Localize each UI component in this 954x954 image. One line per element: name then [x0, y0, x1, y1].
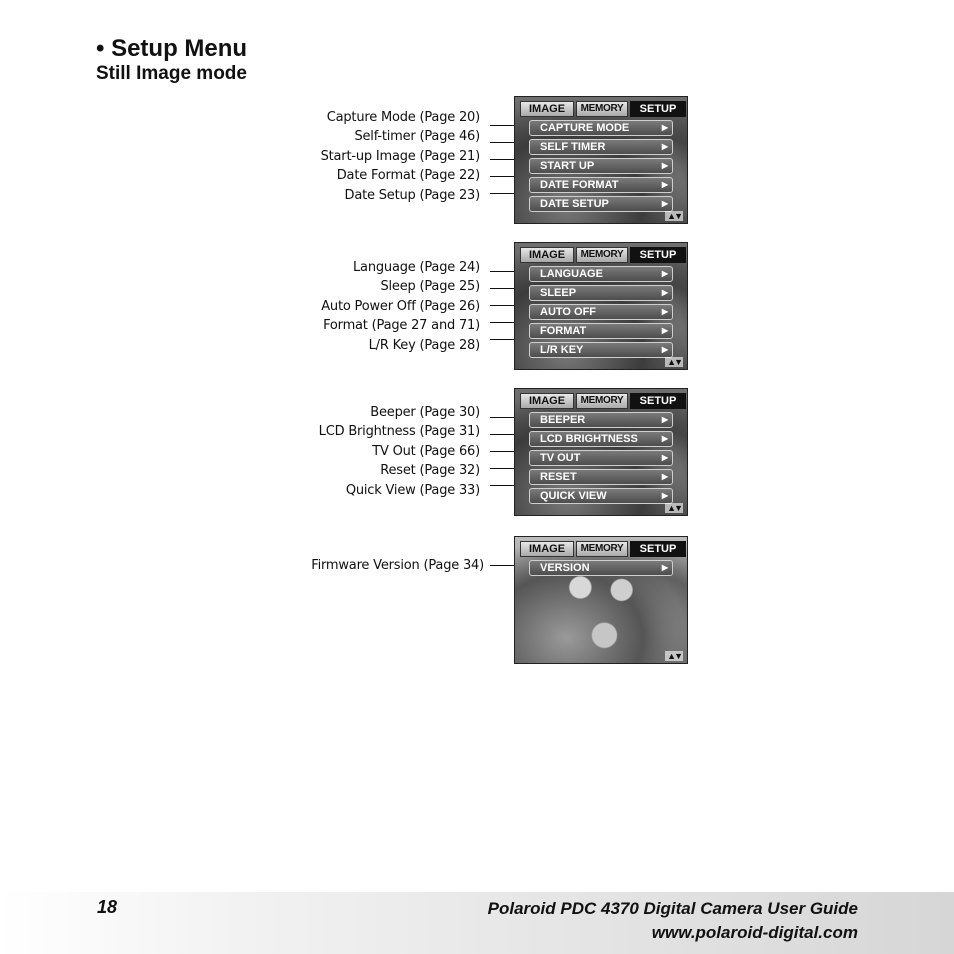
right-arrow-icon: ▶ — [661, 288, 668, 297]
right-arrow-icon: ▶ — [661, 142, 668, 151]
callout-label: Quick View (Page 33) — [345, 483, 480, 498]
page-number: 18 — [97, 897, 118, 917]
menu-item-quick-view — [529, 488, 673, 504]
menu-item-date-format — [529, 177, 673, 193]
right-arrow-icon: ▶ — [661, 434, 668, 443]
menu-tabs — [520, 393, 688, 408]
right-arrow-icon: ▶ — [661, 307, 668, 316]
tab-memory: MEMORY — [576, 541, 628, 557]
right-arrow-icon: ▶ — [661, 491, 668, 500]
menu-item-tv-out — [529, 450, 673, 466]
camera-lcd-screen — [514, 536, 688, 664]
menu-tabs — [520, 247, 688, 262]
tab-image: IMAGE — [520, 393, 574, 409]
menu-item-label: L/R KEY — [540, 344, 584, 356]
scroll-arrows-icon: ▲▼ — [667, 651, 681, 661]
right-arrow-icon: ▶ — [661, 180, 668, 189]
menu-item-label: DATE SETUP — [540, 198, 609, 210]
menu-item-format — [529, 323, 673, 339]
callout-label: Language (Page 24) — [353, 260, 480, 275]
tab-setup: SETUP — [630, 101, 686, 117]
tab-image: IMAGE — [520, 247, 574, 263]
menu-item-label: TV OUT — [540, 452, 581, 464]
scroll-arrows-icon: ▲▼ — [667, 503, 681, 513]
callout-label: Sleep (Page 25) — [380, 279, 480, 294]
menu-item-label: LCD BRIGHTNESS — [540, 433, 638, 445]
right-arrow-icon: ▶ — [661, 123, 668, 132]
menu-item-label: FORMAT — [540, 325, 587, 337]
menu-item-label: SELF TIMER — [540, 141, 606, 153]
guide-title: Polaroid PDC 4370 Digital Camera User Guide — [487, 899, 858, 918]
menu-item-label: VERSION — [540, 562, 590, 574]
menu-items — [529, 409, 673, 504]
menu-item-language — [529, 266, 673, 282]
menu-item-label: QUICK VIEW — [540, 490, 607, 502]
scroll-arrows-icon: ▲▼ — [667, 211, 681, 221]
camera-lcd-screen — [514, 96, 688, 224]
menu-item-label: SLEEP — [540, 287, 577, 299]
callout-label: TV Out (Page 66) — [372, 444, 480, 459]
menu-item-lcd-brightness — [529, 431, 673, 447]
menu-item-label: CAPTURE MODE — [540, 122, 630, 134]
menu-item-label: AUTO OFF — [540, 306, 597, 318]
tab-memory: MEMORY — [576, 101, 628, 117]
right-arrow-icon: ▶ — [661, 563, 668, 572]
tab-memory: MEMORY — [576, 247, 628, 263]
menu-item-capture-mode — [529, 120, 673, 136]
menu-items — [529, 263, 673, 358]
menu-item-date-setup — [529, 196, 673, 212]
menu-item-self-timer — [529, 139, 673, 155]
callout-label: Firmware Version (Page 34) — [311, 558, 484, 573]
callout-label: Start-up Image (Page 21) — [320, 149, 480, 164]
tab-setup: SETUP — [630, 247, 686, 263]
camera-lcd-screen — [514, 242, 688, 370]
callout-label: Beeper (Page 30) — [370, 405, 480, 420]
menu-item-label: START UP — [540, 160, 595, 172]
menu-item-beeper — [529, 412, 673, 428]
callout-label: Date Setup (Page 23) — [344, 188, 480, 203]
right-arrow-icon: ▶ — [661, 472, 668, 481]
callout-label: Self-timer (Page 46) — [354, 129, 480, 144]
menu-item-start-up — [529, 158, 673, 174]
section-subtitle: Still Image mode — [96, 63, 247, 84]
menu-items — [529, 117, 673, 212]
menu-tabs — [520, 541, 688, 556]
scroll-arrows-icon: ▲▼ — [667, 357, 681, 367]
callout-label: L/R Key (Page 28) — [368, 338, 480, 353]
callout-label: Auto Power Off (Page 26) — [321, 299, 480, 314]
callout-label: Reset (Page 32) — [380, 463, 480, 478]
right-arrow-icon: ▶ — [661, 161, 668, 170]
callout-label: LCD Brightness (Page 31) — [318, 424, 480, 439]
tab-image: IMAGE — [520, 101, 574, 117]
menu-item-auto-off — [529, 304, 673, 320]
menu-tabs — [520, 101, 688, 116]
menu-item-lr-key — [529, 342, 673, 358]
right-arrow-icon: ▶ — [661, 415, 668, 424]
menu-item-label: RESET — [540, 471, 577, 483]
tab-memory: MEMORY — [576, 393, 628, 409]
menu-item-reset — [529, 469, 673, 485]
callout-label: Capture Mode (Page 20) — [326, 110, 480, 125]
page-title: • Setup Menu — [96, 35, 248, 62]
right-arrow-icon: ▶ — [661, 345, 668, 354]
right-arrow-icon: ▶ — [661, 326, 668, 335]
right-arrow-icon: ▶ — [661, 269, 668, 278]
callout-label: Format (Page 27 and 71) — [323, 318, 480, 333]
menu-item-label: DATE FORMAT — [540, 179, 619, 191]
menu-item-version — [529, 560, 673, 576]
menu-item-label: LANGUAGE — [540, 268, 603, 280]
guide-url: www.polaroid-digital.com — [651, 923, 858, 942]
camera-lcd-screen — [514, 388, 688, 516]
callout-label: Date Format (Page 22) — [336, 168, 480, 183]
menu-items — [529, 557, 673, 576]
tab-setup: SETUP — [630, 393, 686, 409]
tab-setup: SETUP — [630, 541, 686, 557]
tab-image: IMAGE — [520, 541, 574, 557]
right-arrow-icon: ▶ — [661, 199, 668, 208]
menu-item-label: BEEPER — [540, 414, 586, 426]
menu-item-sleep — [529, 285, 673, 301]
right-arrow-icon: ▶ — [661, 453, 668, 462]
